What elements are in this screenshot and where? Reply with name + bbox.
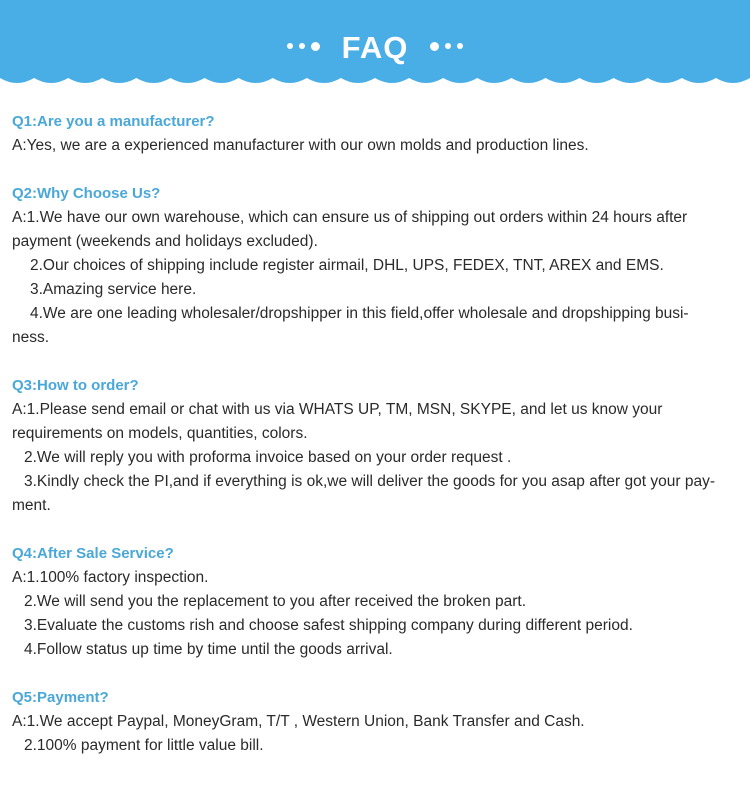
faq-answer-line: 3.Kindly check the PI,and if everything is ok,we will deliver the goods for you asap after got your pay- [24,473,715,490]
faq-answer-line: 2.We will send you the replacement to you after received the broken part. [24,593,527,610]
faq-question: Q4:After Sale Service? [12,545,174,562]
faq-item-4 [12,542,740,662]
faq-answer-line: A:1.100% factory inspection. [12,569,209,586]
faq-answer-line: A:Yes, we are a experienced manufacturer with our own molds and production lines. [12,137,589,154]
faq-banner [0,0,750,92]
faq-answer-line: 3.Evaluate the customs rish and choose safest shipping company during different period. [24,617,633,634]
faq-answer-line: ment. [12,497,51,514]
faq-answer-line: A:1.We have our own warehouse, which can ensure us of shipping out orders within 24 hours after [12,209,688,226]
right-dots-decoration [430,42,463,51]
faq-answer-line: 3.Amazing service here. [30,281,197,298]
faq-question: Q5:Payment? [12,689,109,706]
faq-answer-line: requirements on models, quantities, colors. [12,425,308,442]
faq-answer-line: 2.100% payment for little value bill. [24,737,264,754]
faq-answer-line: A:1.Please send email or chat with us via WHATS UP, TM, MSN, SKYPE, and let us know your [12,401,663,418]
faq-answer-line: 4.We are one leading wholesaler/dropshipper in this field,offer wholesale and dropshipping busi- [30,305,689,322]
faq-answer-line: 2.We will reply you with proforma invoice based on your order request . [24,449,512,466]
page-title: FAQ [341,29,409,65]
faq-answer-line: payment (weekends and holidays excluded). [12,233,318,250]
faq-question: Q2:Why Choose Us? [12,185,161,202]
faq-answer-line: 2.Our choices of shipping include register airmail, DHL, UPS, FEDEX, TNT, AREX and EMS. [30,257,664,274]
faq-item-1 [12,110,740,158]
faq-answer-line: ness. [12,329,50,346]
banner-title-group [0,0,750,92]
faq-item-3 [12,374,740,518]
faq-question: Q1:Are you a manufacturer? [12,113,215,130]
faq-question: Q3:How to order? [12,377,139,394]
faq-item-5 [12,686,740,758]
left-dots-decoration [287,42,320,51]
faq-item-2 [12,182,740,350]
faq-answer-line: 4.Follow status up time by time until the goods arrival. [24,641,393,658]
faq-list [12,110,740,782]
faq-answer-line: A:1.We accept Paypal, MoneyGram, T/T , Western Union, Bank Transfer and Cash. [12,713,585,730]
